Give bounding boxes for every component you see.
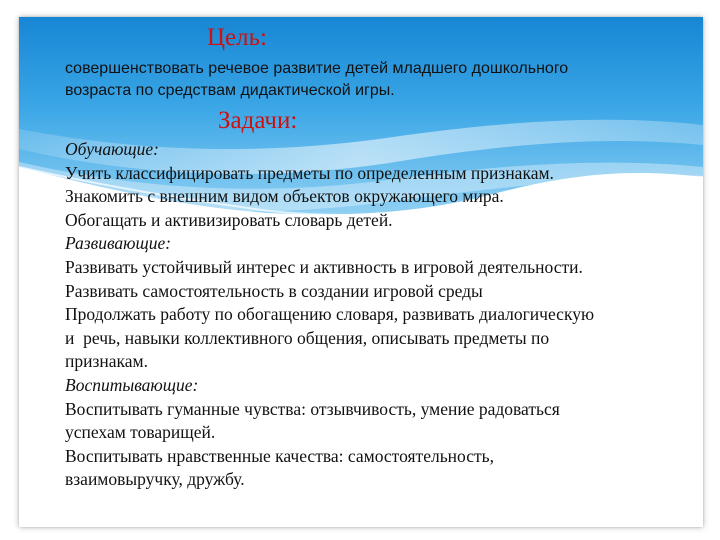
task-line: признакам. — [65, 351, 148, 372]
task-line: и речь, навыки коллективного общения, описывать предметы по — [65, 327, 550, 348]
task-line: Обогащать и активизировать словарь детей. — [65, 209, 393, 230]
task-line: Продолжать работу по обогащению словаря, развивать диалогическую — [65, 304, 595, 325]
tasks-heading: Задачи: — [218, 107, 298, 134]
task-line: Воспитывать нравственные качества: самостоятельность, — [65, 445, 494, 466]
goal-line: возраста по средствам дидактической игры. — [65, 82, 395, 99]
goal-line: совершенствовать речевое развитие детей младшего дошкольного — [65, 60, 569, 77]
task-category-educational: Обучающие: — [65, 139, 159, 159]
task-line: Знакомить с внешним видом объектов окружающего мира. — [65, 186, 504, 207]
task-line: Развивать самостоятельность в создании игровой среды — [65, 280, 483, 301]
goal-heading: Цель: — [207, 24, 267, 51]
task-line: успехам товарищей. — [65, 422, 216, 443]
goal-text — [65, 58, 695, 102]
task-line: Развивать устойчивый интерес и активность в игровой деятельности. — [65, 256, 583, 277]
task-category-upbringing: Воспитывающие: — [65, 374, 199, 395]
slide — [19, 17, 703, 527]
tasks-list — [65, 138, 695, 492]
task-category-developmental: Развивающие: — [65, 233, 172, 254]
slide-content — [19, 17, 703, 527]
task-line: Воспитывать гуманные чувства: отзывчивость, умение радоваться — [65, 398, 560, 419]
task-line: Учить классифицировать предметы по определенным признакам. — [65, 162, 554, 183]
task-line: взаимовыручку, дружбу. — [65, 469, 245, 490]
